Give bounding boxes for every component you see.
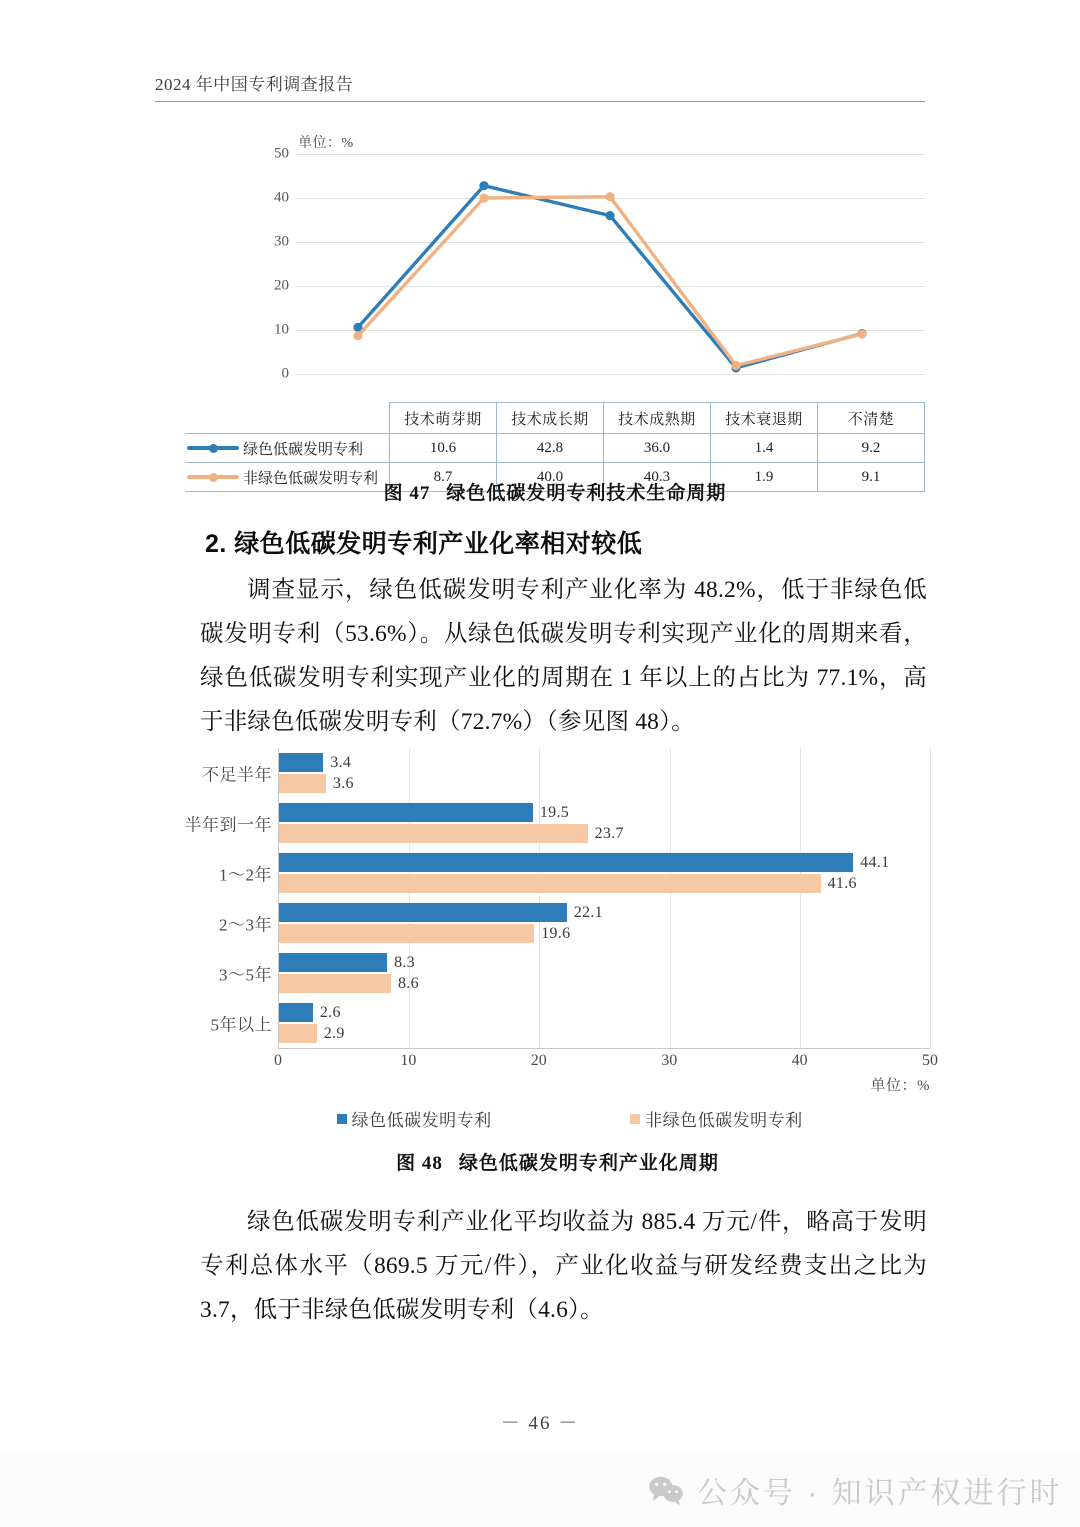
bar-value-label-0-2: 44.1 — [860, 853, 890, 871]
y-tick-10: 10 — [274, 321, 289, 338]
y-tick-20: 20 — [274, 277, 289, 294]
running-head-text: 2024 年中国专利调查报告 — [155, 75, 354, 94]
bar-value-label-0-0: 3.4 — [330, 753, 352, 771]
table-cell: 1.9 — [711, 463, 818, 492]
bar-chart-plot-area — [278, 748, 930, 1048]
figure-47-caption-title: 绿色低碳发明专利技术生命周期 — [446, 483, 727, 504]
data-point-1-2 — [605, 192, 614, 201]
legend-item-0 — [337, 1106, 492, 1131]
x-tick-50: 50 — [922, 1052, 938, 1069]
bar-0-0 — [279, 753, 323, 772]
bar-value-label-0-5: 2.6 — [319, 1003, 341, 1021]
wechat-icon-glyph — [648, 1475, 684, 1505]
data-point-0-2 — [605, 211, 614, 220]
chart-unit-label: 单位：% — [298, 136, 354, 151]
watermark — [648, 1468, 1063, 1512]
table-cell: 8.7 — [390, 463, 497, 492]
bar-0-3 — [279, 903, 567, 922]
data-point-1-0 — [353, 331, 362, 340]
bar-value-label-1-0: 3.6 — [332, 774, 354, 792]
table-header-1: 技术萌芽期 — [390, 403, 497, 434]
x-tick-30: 30 — [661, 1052, 678, 1069]
table-row — [185, 434, 925, 463]
watermark-text: 公众号 · 知识产权进行时 — [697, 1477, 1063, 1510]
table-cell: 1.4 — [711, 434, 818, 463]
gridline-20 — [539, 748, 540, 1048]
bar-value-label-0-3: 22.1 — [573, 903, 603, 921]
table-header-5: 不清楚 — [818, 403, 925, 434]
table-cell: 10.6 — [390, 434, 497, 463]
bar-1-4 — [279, 974, 391, 993]
bar-1-2 — [279, 874, 821, 893]
bar-value-label-1-2: 41.6 — [827, 874, 857, 892]
table-header-3: 技术成熟期 — [604, 403, 711, 434]
legend-item-1 — [630, 1106, 803, 1131]
line-series-svg — [295, 154, 925, 374]
category-label-2: 1～2年 — [219, 865, 272, 885]
data-point-1-3 — [731, 361, 740, 370]
table-cell: 9.2 — [818, 434, 925, 463]
gridline-30 — [670, 748, 671, 1048]
gridline-40 — [800, 748, 801, 1048]
bar-0-1 — [279, 803, 533, 822]
x-axis — [274, 1048, 938, 1073]
page-number: － 46 － — [500, 1413, 580, 1434]
legend-swatch-0 — [337, 1114, 347, 1124]
y-axis-tick-labels — [249, 145, 289, 382]
x-tick-20: 20 — [530, 1052, 547, 1069]
section-heading: 2. 绿色低碳发明专利产业化率相对较低 — [205, 530, 643, 558]
bar-chart — [184, 748, 938, 1130]
y-tick-50: 50 — [274, 145, 289, 162]
line-chart — [274, 145, 925, 402]
bar-1-0 — [279, 774, 326, 793]
table-cell: 36.0 — [604, 434, 711, 463]
legend-label-1: 非绿色低碳发明专利 — [645, 1111, 803, 1130]
category-label-0: 不足半年 — [202, 765, 272, 785]
table-header-4: 技术衰退期 — [711, 403, 818, 434]
bar-value-label-1-1: 23.7 — [594, 824, 624, 842]
gridline-10 — [409, 748, 410, 1048]
table-series-label-0 — [185, 434, 390, 463]
category-label-1: 半年到一年 — [184, 815, 272, 835]
bar-value-label-0-1: 19.5 — [539, 803, 570, 821]
table-corner-cell — [185, 403, 390, 434]
figure-47-caption — [185, 478, 925, 505]
table-header-row — [185, 403, 925, 434]
category-label-3: 2～3年 — [219, 915, 272, 935]
running-head-rule — [155, 101, 925, 102]
figure-48-caption-title: 绿色低碳发明专利产业化周期 — [458, 1153, 719, 1174]
legend-label-0: 绿色低碳发明专利 — [351, 1111, 492, 1130]
table-header-2: 技术成长期 — [497, 403, 604, 434]
bar-value-label-1-5: 2.9 — [323, 1024, 345, 1042]
bar-value-label-1-3: 19.6 — [541, 924, 571, 942]
bar-1-3 — [279, 924, 534, 943]
running-head — [155, 70, 925, 102]
table-cell: 9.1 — [818, 463, 925, 492]
series-name-0: 绿色低碳发明专利 — [243, 441, 364, 458]
table-cell: 42.8 — [497, 434, 604, 463]
x-tick-10: 10 — [400, 1052, 417, 1069]
bar-1-5 — [279, 1024, 317, 1043]
data-point-1-1 — [479, 193, 488, 202]
bar-0-2 — [279, 853, 853, 872]
legend-swatch-1 — [630, 1114, 640, 1124]
series-name-1: 非绿色低碳发明专利 — [243, 470, 379, 487]
data-point-1-4 — [857, 329, 866, 338]
category-label-4: 3～5年 — [219, 965, 272, 985]
figure-48 — [184, 748, 938, 1130]
line-chart-plot-area — [295, 154, 925, 374]
bar-chart-unit-label: 单位：% — [870, 1078, 930, 1094]
bar-0-4 — [279, 953, 387, 972]
figure-47-caption-number: 图 47 — [383, 483, 431, 504]
body-paragraph-1: 调查显示，绿色低碳发明专利产业化率为 48.2%，低于非绿色低碳发明专利（53.6%）。从绿色低碳发明专利实现产业化的周期来看，绿色低碳发明专利实现产业化的周期在 1 年以上的占比为 77.1%，高于非绿色低碳发明专利（72.7%）（参见图 48）。 — [200, 577, 927, 735]
y-tick-40: 40 — [274, 189, 289, 206]
bar-chart-legend — [278, 1106, 930, 1132]
category-axis-labels — [185, 748, 278, 1048]
body-paragraph-2: 绿色低碳发明专利产业化平均收益为 885.4 万元/件，略高于发明专利总体水平（869.5 万元/件），产业化收益与研发经费支出之比为 3.7，低于非绿色低碳发明专利（4.6）。 — [200, 1209, 927, 1323]
table-cell: 40.0 — [497, 463, 604, 492]
table-cell: 40.3 — [604, 463, 711, 492]
bar-value-label-1-4: 8.6 — [397, 974, 419, 992]
figure-48-caption — [185, 1148, 930, 1175]
data-point-0-1 — [479, 181, 488, 190]
x-tick-0: 0 — [274, 1052, 282, 1069]
x-tick-40: 40 — [791, 1052, 808, 1069]
bar-1-1 — [279, 824, 588, 843]
y-tick-0: 0 — [281, 365, 289, 382]
wechat-icon — [648, 1475, 684, 1505]
figure-47 — [185, 132, 925, 492]
legend-marker-0 — [187, 442, 239, 454]
bar-value-label-0-4: 8.3 — [394, 953, 415, 971]
figure-48-caption-number: 图 48 — [396, 1153, 443, 1174]
gridline-50 — [930, 748, 931, 1048]
line-series-1 — [358, 197, 862, 366]
gridline-0 — [295, 374, 925, 375]
y-tick-30: 30 — [274, 233, 289, 250]
category-label-5: 5年以上 — [210, 1015, 272, 1035]
bar-0-5 — [279, 1003, 313, 1022]
